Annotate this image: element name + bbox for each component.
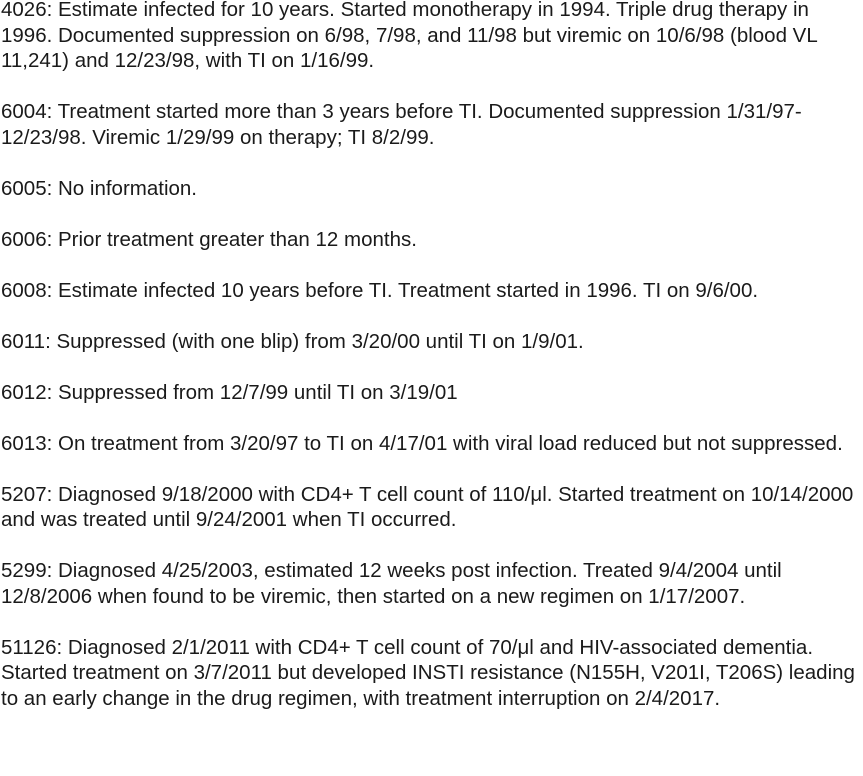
entry-6005: 6005: No information. bbox=[1, 176, 198, 200]
entry-6004: 6004: Treatment started more than 3 years before TI. Documented suppression 1/31/97-12/23/98. Viremic 1/29/99 on therapy; TI 8/2/99. bbox=[1, 100, 802, 149]
entry-6013: 6013: On treatment from 3/20/97 to TI on 4/17/01 with viral load reduced but not suppressed. bbox=[1, 431, 843, 455]
entry-51126: 51126: Diagnosed 2/1/2011 with CD4+ T cell count of 70/μl and HIV-associated dementia. Started treatment on 3/7/2011 but developed INSTI resistance (N155H, V201I, T206S) leading to an early change in the drug regimen, with treatment interruption on 2/4/2017. bbox=[1, 635, 855, 710]
entry-6011: 6011: Suppressed (with one blip) from 3/20/00 until TI on 1/9/01. bbox=[1, 329, 584, 353]
entry-4026: 4026: Estimate infected for 10 years. Started monotherapy in 1994. Triple drug therapy in 1996. Documented suppression on 6/98, 7/98, and 11/98 but viremic on 10/6/98 (blood VL 11,241) and 12/23/98, with TI on 1/16/99. bbox=[1, 0, 817, 72]
entry-6006: 6006: Prior treatment greater than 12 months. bbox=[1, 227, 417, 251]
entry-5299: 5299: Diagnosed 4/25/2003, estimated 12 weeks post infection. Treated 9/4/2004 until 12/8/2006 when found to be viremic, then started on a new regimen on 1/17/2007. bbox=[1, 559, 782, 608]
entry-6012: 6012: Suppressed from 12/7/99 until TI on 3/19/01 bbox=[1, 380, 458, 404]
entry-6008: 6008: Estimate infected 10 years before TI. Treatment started in 1996. TI on 9/6/00. bbox=[1, 278, 759, 302]
entry-5207: 5207: Diagnosed 9/18/2000 with CD4+ T cell count of 110/μl. Started treatment on 10/14/2000 and was treated until 9/24/2001 when TI occurred. bbox=[1, 482, 854, 531]
